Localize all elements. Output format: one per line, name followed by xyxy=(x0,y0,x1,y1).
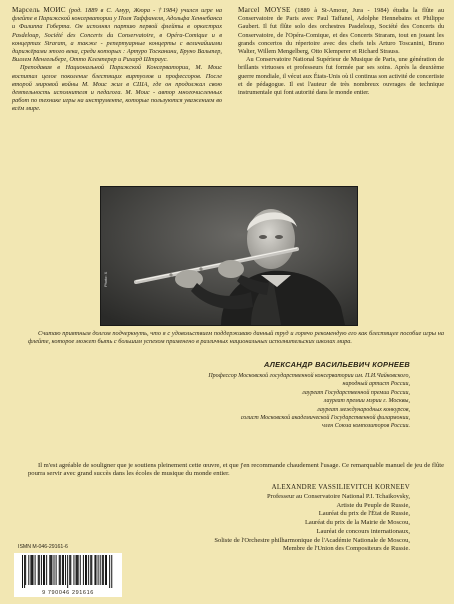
signer-title-fr: Membre de l'Union des Compositeurs de Russie. xyxy=(282,545,410,553)
barcode-bar xyxy=(51,555,52,585)
signer-title-fr: Artiste du Peuple de Russie, xyxy=(336,501,410,509)
signature-russian xyxy=(110,360,410,431)
barcode-bar xyxy=(90,555,91,585)
barcode-bar xyxy=(44,555,45,585)
barcode-bar xyxy=(38,555,39,585)
barcode-bar xyxy=(94,555,95,585)
barcode-digits: 9 790046 291616 xyxy=(42,590,94,596)
barcode-bar xyxy=(30,555,31,585)
bio-ru-para1 xyxy=(12,6,222,64)
barcode-bar xyxy=(46,555,47,585)
barcode-bar xyxy=(100,555,101,585)
signer-title-ru: солист Московской академической Государственной филармонии, xyxy=(240,415,410,422)
bio-fr-name: Marcel MOYSE xyxy=(238,6,291,14)
signature-french xyxy=(90,484,410,554)
barcode-bar xyxy=(73,555,74,585)
barcode-bar xyxy=(25,555,26,585)
barcode-bar xyxy=(88,555,89,585)
bio-fr-para1 xyxy=(238,6,444,56)
endorsement-french xyxy=(28,462,444,479)
barcode-bar xyxy=(60,555,61,585)
bio-ru-name: Марсель МОИС xyxy=(12,6,66,14)
barcode-bar xyxy=(35,555,36,585)
signer-title-fr: Soliste de l'Orchestre philharmonique de l'Académie Nationale de Moscou, xyxy=(214,536,410,544)
biography-russian xyxy=(12,6,222,114)
barcode-bar xyxy=(80,555,81,585)
barcode-bar xyxy=(70,555,71,585)
biography-columns xyxy=(12,6,444,184)
flutist-photo xyxy=(100,186,358,326)
barcode xyxy=(14,553,122,597)
barcode-bar xyxy=(67,555,68,588)
barcode-bar xyxy=(62,555,63,585)
barcode-bar xyxy=(98,555,99,585)
endorsement-fr-text: Il m'est agréable de souligner que je soutiens pleinement cette œuvre, et que j'en recommande chaudement l'usage. Ce remarquable manuel de jeu de flûte pourra servir avec grand succès dans les écoles de musique du monde entier. xyxy=(28,462,444,478)
barcode-bar xyxy=(49,555,50,585)
bio-fr-text: (1889 à St-Amour, Jura - 1984) étudia la flûte au Conservatoire de Paris avec Paul Taffanel, Adolphe Hennebains et Philippe Gaubert. Il fut flûte solo des orchestres Pasdeloup, Société des Concerts du Conservatoire, de l'Opéra-Comique, et des Concerts Straram, tout en jouant les grands concertos du répertoire avec des chefs tels Arturo Toscanini, Bruno Walter, Willem Mengelberg, Otto Klemperer et Richard Strauss. xyxy=(238,7,445,56)
barcode-bar xyxy=(109,555,110,588)
barcode-bar xyxy=(78,555,79,585)
barcode-bar xyxy=(28,555,29,585)
signer-title-ru: лауреат Государственной премии России, xyxy=(302,389,410,396)
barcode-bar xyxy=(76,555,77,585)
barcode-bar xyxy=(59,555,60,585)
photo-credit: Photo: X xyxy=(103,271,108,287)
barcode-bar xyxy=(105,555,106,585)
barcode-bar xyxy=(54,555,55,585)
barcode-bar xyxy=(33,555,34,585)
barcode-bar xyxy=(56,555,57,585)
signer-title-fr: Lauréat du prix de la Mairie de Moscou, xyxy=(304,519,410,527)
bio-ru-text: (род. 1889 в С. Амур, Жюра - †1984) учился игре на флейте в Парижской консерватории у Поля Таффанеля, Адольфа Хеннебанса и Филиппа Гоберта. Он исполнял партию первой флейты в оркестрах Pasdeloup, Société des Concerts du Conservatoire, в Opéra-Comique и в концертах Straram, а также - репертуарные концерты с величайшими дирижёрами этого века, среди которых : Артуро Тосканини, Бруно Вальтер, Виллем Менгельберг, Отто Клемперер и Рихард Штраус. xyxy=(12,7,223,64)
barcode-bar xyxy=(43,555,44,585)
barcode-bar xyxy=(83,555,84,585)
barcode-bar xyxy=(102,555,103,585)
signer-title-fr: Lauréat de concours internationaux, xyxy=(316,527,410,535)
barcode-bar xyxy=(77,555,78,585)
barcode-bar xyxy=(86,555,87,585)
bio-fr-para2: Au Conservatoire National Supérieur de Musique de Paris, une génération de brillants virtuoses et professeurs fut formée par ses soins. Après la deuxième guerre mondiale, il vécut aux États-Unis où il continua son activité de concertiste et de pédagogue. Il est l'auteur de très nombreux ouvrages de technique instrumentale qui font autorité dans le monde entier. xyxy=(238,56,444,97)
barcode-bar xyxy=(41,555,42,585)
barcode-bar xyxy=(106,555,107,585)
barcode-bar xyxy=(31,555,32,585)
signer-title-fr: Professeur au Conservatoire National P.I. Tchaikovsky, xyxy=(266,493,410,500)
signer-title-ru: член Союза композиторов России. xyxy=(321,423,410,430)
endorsement-ru-text: Считаю приятным долгом подчеркнуть, что я с удовольствием поддерживаю данный труд и горячо рекомендую его как блестящее пособие игры на флейте, которое может быть с большим успехом применено в различных национальных исполнительских школах мира. xyxy=(28,330,444,345)
barcode-bar xyxy=(103,555,104,585)
barcode-bar xyxy=(111,555,112,588)
flutist-photo-image xyxy=(101,187,357,325)
endorsement-russian xyxy=(28,330,444,346)
signer-name-ru: АЛЕКСАНДР ВАСИЛЬЕВИЧ КОРНЕЕВ xyxy=(264,360,410,369)
barcode-bar xyxy=(85,555,86,585)
barcode-bar xyxy=(24,555,25,588)
barcode-bars xyxy=(14,553,122,589)
signer-title-ru: лауреат премии мэрии г. Москвы, xyxy=(323,398,410,405)
barcode-bar xyxy=(65,555,66,585)
barcode-bar xyxy=(22,555,23,588)
signer-title-ru: Профессор Московской государственной консерватории им. П.И.Чайковского, xyxy=(208,373,410,379)
signer-title-ru: лауреат международных конкурсов, xyxy=(317,406,410,413)
barcode-bar xyxy=(63,555,64,585)
barcode-bar xyxy=(69,555,70,585)
ismn-number: ISMN M-046-29161-6 xyxy=(18,544,68,550)
biography-french xyxy=(238,6,444,97)
barcode-bar xyxy=(39,555,40,585)
barcode-bar xyxy=(50,555,51,585)
bio-ru-para2: Преподавая в Национальной Парижской Консерватории, М. Моис воспитал целое поколение блестящих виртуозов и профессоров. После второй мировой войны М. Моис жил в США, где он продолжал свою деятельность исполнителя и педагога. М. Моис - автор многочисленных работ по технике игры на инструменте, которые пользуются уважением во всём мире. xyxy=(12,64,222,113)
signer-title-fr: Lauréat du prix de l'État de Russie, xyxy=(318,510,410,518)
signer-title-ru: народный артист России, xyxy=(342,381,410,388)
barcode-bar xyxy=(96,555,97,585)
signer-name-fr: ALEXANDRE VASSILIEVITCH KORNEEV xyxy=(271,484,410,491)
barcode-bar xyxy=(91,555,92,585)
